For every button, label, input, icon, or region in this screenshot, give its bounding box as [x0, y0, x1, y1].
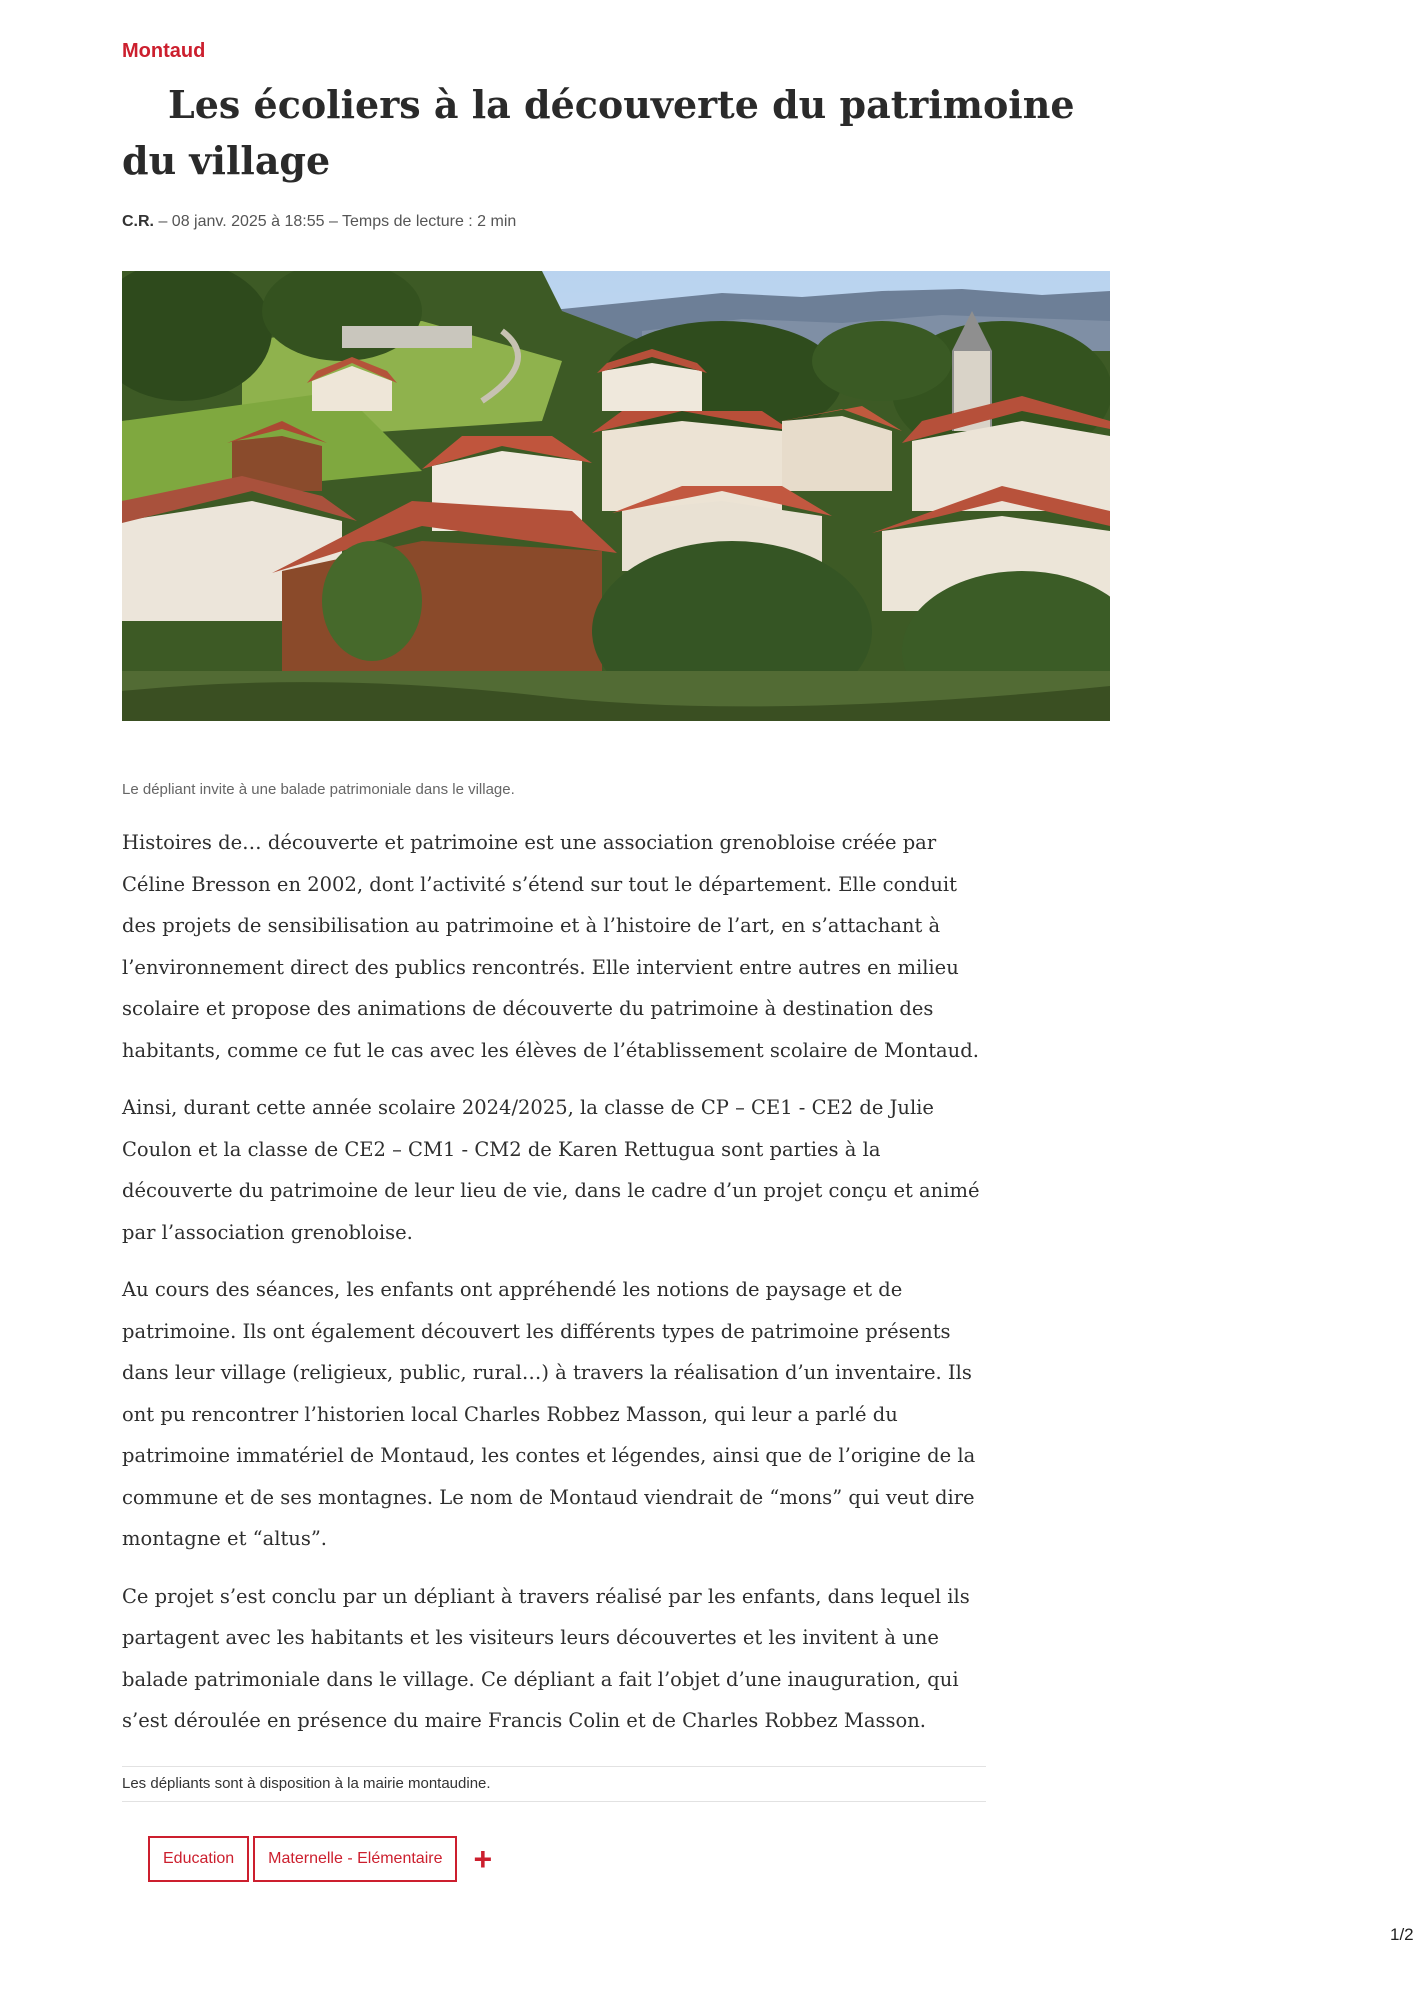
paragraph: Ainsi, durant cette année scolaire 2024/2025, la classe de CP – CE1 - CE2 de Julie Coulon et la classe de CE2 – CM1 - CM2 de Karen Rettugua sont parties à la découverte du patrimoine de leur lieu de vie, dans le cadre d’un projet conçu et animé par l’association grenobloise. [122, 1096, 980, 1244]
paragraph: Au cours des séances, les enfants ont appréhendé les notions de paysage et de patrimoine. Ils ont également découvert les différents types de patrimoine présents dans leur village (religieux, public, rural…) à travers la réalisation d’un inventaire. Ils ont pu rencontrer l’historien local Charles Robbez Masson, qui leur a parlé du patrimoine immatériel de Montaud, les contes et légendes, ainsi que de l’origine de la commune et de ses montagnes. Le nom de Montaud viendrait de “mons” qui veut dire montagne et “altus”. [122, 1278, 976, 1550]
article-title: Les écoliers à la découverte du patrimoine du village [122, 82, 1075, 183]
date-reading-time: – 08 janv. 2025 à 18:55 – Temps de lecture : 2 min [154, 213, 517, 230]
article-body [122, 822, 990, 1742]
section-label[interactable]: Montaud [122, 40, 206, 62]
author: C.R. [122, 213, 154, 230]
page-number: 1/2 [1390, 1925, 1414, 1944]
paragraph: Histoires de… découverte et patrimoine est une association grenobloise créée par Céline Bresson en 2002, dont l’activité s’étend sur tout le département. Elle conduit des projets de sensibilisation au patrimoine et à l’histoire de l’art, en s’attachant à l’environnement direct des publics rencontrés. Elle intervient entre autres en milieu scolaire et propose des animations de découverte du patrimoine à destination des habitants, comme ce fut le cas avec les élèves de l’établissement scolaire de Montaud. [122, 831, 979, 1062]
article [122, 40, 1112, 1882]
add-tag-icon[interactable]: + [473, 1840, 493, 1877]
article-note: Les dépliants sont à disposition à la mairie montaudine. [122, 1766, 986, 1802]
photo-caption: Le dépliant invite à une balade patrimoniale dans le village. [122, 781, 515, 798]
tag-maternelle-elementaire[interactable]: Maternelle - Elémentaire [253, 1836, 457, 1882]
article-photo [122, 271, 1110, 721]
tag-education[interactable]: Education [148, 1836, 249, 1882]
article-meta [122, 213, 1112, 231]
paragraph: Ce projet s’est conclu par un dépliant à travers réalisé par les enfants, dans lequel ils partagent avec les habitants et les visiteurs leurs découvertes et les invitent à une balade patrimoniale dans le village. Ce dépliant a fait l’objet d’une inauguration, qui s’est déroulée en présence du maire Francis Colin et de Charles Robbez Masson. [122, 1584, 970, 1732]
tag-list [148, 1836, 1112, 1882]
